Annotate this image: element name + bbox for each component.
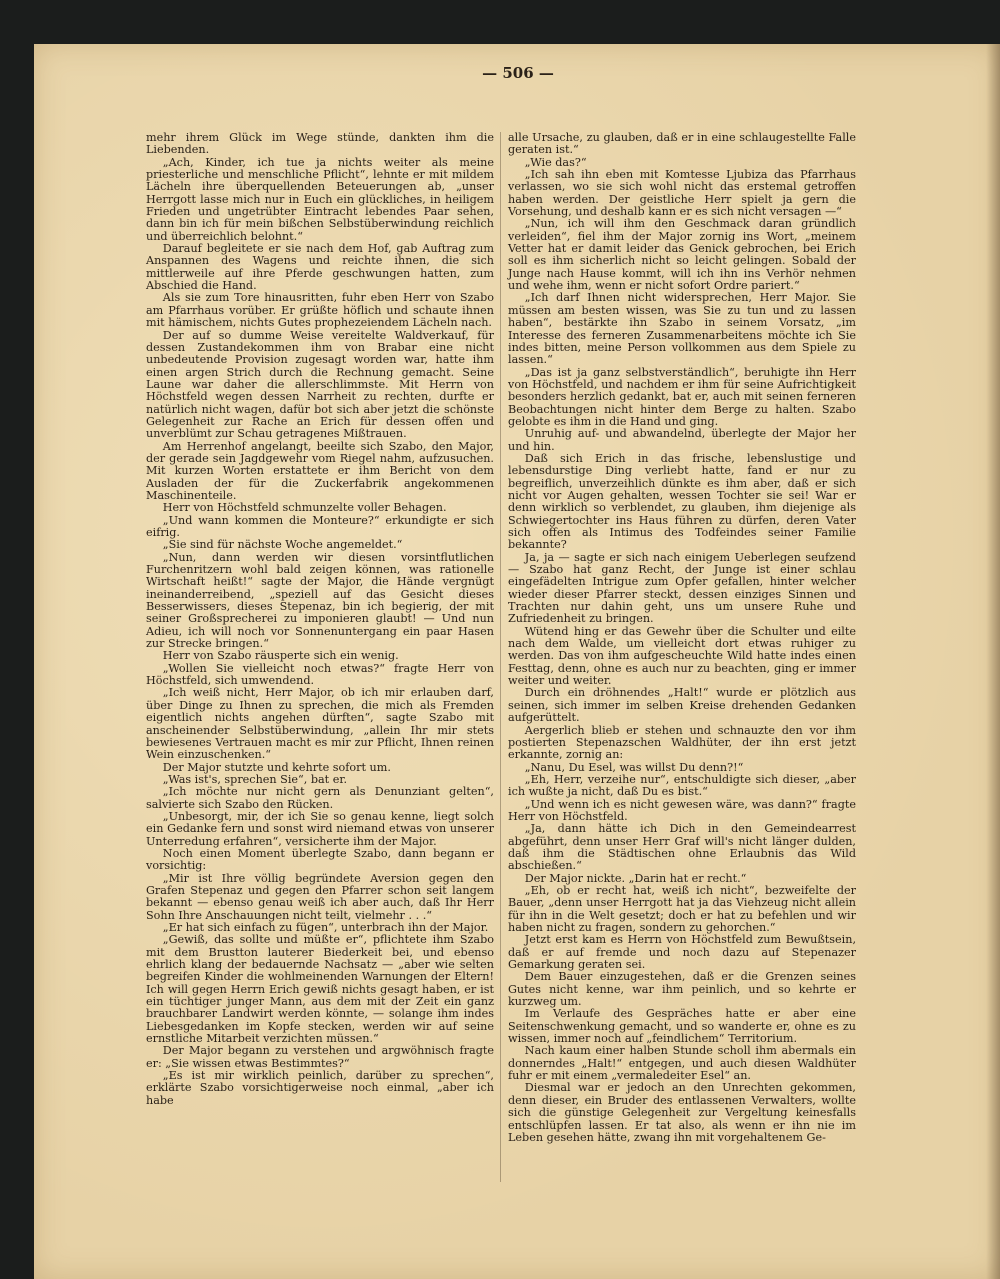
paragraph: „Mir ist Ihre völlig begründete Aversion gegen den Grafen Stepenaz und gegen den Pfarrer schon seit langem bekannt — ebenso genau weiß ich aber auch, daß Ihr Herr Sohn Ihre Anschauungen nicht teilt, vielmehr . . .“ bbox=[146, 871, 494, 922]
paragraph: „Und wann kommen die Monteure?“ erkundigte er sich eifrig. bbox=[146, 513, 494, 539]
paragraph: „Nanu, Du Esel, was willst Du denn?!“ bbox=[524, 760, 744, 774]
paragraph: Durch ein dröhnendes „Halt!“ wurde er plötzlich aus seinen, sich immer im selben Kreise drehenden Gedanken aufgerüttelt. bbox=[508, 686, 856, 725]
paragraph: mehr ihrem Glück im Wege stünde, dankten ihm die Liebenden. bbox=[146, 131, 494, 157]
paragraph: „Sie sind für nächste Woche angemeldet.“ bbox=[162, 538, 403, 552]
paragraph: „Gewiß, das sollte und müßte er“, pflichtete ihm Szabo mit dem Brustton lauterer Biederkeit bei, und ebenso ehrlich klang der bedauernde Nachsatz — „aber wie selten begreifen Kinder die wohlmeinenden Warnungen der Eltern! Ich will gegen Herrn Erich gewiß nichts gesagt haben, er ist ein tüchtiger junger Mann, aus dem mit der Zeit ein ganz brauchbarer Landwirt werden könnte, — solange ihm indes Liebesgedanken im Kopfe stecken, werden wir auf seine ernstliche Mitarbeit verzichten müssen.“ bbox=[146, 933, 494, 1046]
paragraph: Ja, ja — sagte er sich nach einigem Ueberlegen seufzend — Szabo hat ganz Recht, der Junge ist einer schlau eingefädelten Intrigue zum Opfer gefallen, hinter welcher wieder dieser Pfarrer steckt, dessen einziges Sinnen und Trachten nur dahin geht, uns um unsere Ruhe und Zufriedenheit zu bringen. bbox=[508, 550, 856, 626]
paragraph: Der auf so dumme Weise vereitelte Waldverkauf, für dessen Zustandekommen ihm von Brabar eine nicht unbedeutende Provision zugesagt worden war, hatte ihm einen argen Strich durch die Rechnung gemacht. Seine Laune war daher die allerschlimmste. Mit Herrn von Höchstfeld wegen dessen Narrheit zu rechten, durfte er natürlich nicht wagen, dafür bot sich aber jetzt die schönste Gelegenheit zur Rache an Erich für dessen offen und unverblümt zur Schau getragenes Mißtrauen. bbox=[146, 328, 494, 441]
paragraph: Diesmal war er jedoch an den Unrechten gekommen, denn dieser, ein Bruder des entlassenen Verwalters, wollte sich die günstige Gelegenheit zur Vergeltung keinesfalls entschlüpfen lassen. Er tat also, als wenn er ihn nie im Leben gesehen hätte, zwang ihn mit vorgehaltenem Ge- bbox=[508, 1081, 856, 1144]
paragraph: Daß sich Erich in das frische, lebenslustige und lebensdurstige Ding verliebt hatte, fand er nur zu begreiflich, unverzeihlich dünkte es ihm aber, daß er sich nicht vor Augen gehalten, wessen Tochter sie sei! War er denn wirklich so verblendet, zu glauben, ihm diejenige als Schwiegertochter ins Haus führen zu dürfen, deren Vater sich offen als Intimus des Todfeindes seiner Familie bekannte? bbox=[508, 451, 856, 552]
paragraph: „Was ist's, sprechen Sie“, bat er. bbox=[162, 772, 348, 786]
paragraph: Unruhig auf- und abwandelnd, überlegte der Major her und hin. bbox=[508, 427, 856, 453]
paragraph: Im Verlaufe des Gespräches hatte er aber eine Seitenschwenkung gemacht, und so wanderte er, ohne es zu wissen, immer noch auf „feindlichem“ Territorium. bbox=[508, 1007, 856, 1046]
page-edge-shadow bbox=[986, 44, 1000, 1279]
paragraph: Dem Bauer einzugestehen, daß er die Grenzen seines Gutes nicht kenne, war ihm peinlich, und so kehrte er kurzweg um. bbox=[508, 970, 856, 1009]
paragraph: „Wollen Sie vielleicht noch etwas?“ fragte Herr von Höchstfeld, sich umwendend. bbox=[146, 661, 494, 688]
paragraph: Als sie zum Tore hinausritten, fuhr eben Herr von Szabo am Pfarrhaus vorüber. Er grüßte höflich und schaute ihnen mit hämischem, nichts Gutes prophezeiendem Lächeln nach. bbox=[146, 291, 494, 330]
paragraph: Darauf begleitete er sie nach dem Hof, gab Auftrag zum Anspannen des Wagens und reichte ihnen, die sich mittlerweile auf ihre Pferde geschwungen hatten, zum Abschied die Hand. bbox=[146, 242, 494, 293]
paragraph: „Eh, ob er recht hat, weiß ich nicht“, bezweifelte der Bauer, „denn unser Herrgott hat ja das Viehzeug nicht allein für ihn in die Welt gesetzt; doch er hat zu befehlen und wir haben nicht zu fragen, sondern zu gehorchen.“ bbox=[508, 883, 856, 934]
paragraph: „Ich möchte nur nicht gern als Denunziant gelten“, salvierte sich Szabo den Rücken. bbox=[146, 785, 494, 811]
paragraph: Der Major begann zu verstehen und argwöhnisch fragte er: „Sie wissen etwas Bestimmtes?“ bbox=[146, 1044, 494, 1070]
paragraph: Nach kaum einer halben Stunde scholl ihm abermals ein donnerndes „Halt!“ entgegen, und auch diesen Waldhüter fuhr er mit einem „vermaledeiter Esel“ an. bbox=[508, 1044, 856, 1083]
text-column-left bbox=[146, 132, 494, 1107]
paragraph: „Unbesorgt, mir, der ich Sie so genau kenne, liegt solch ein Gedanke fern und sonst wird niemand etwas von unserer Unterredung erfahren“, versicherte ihm der Major. bbox=[146, 809, 494, 848]
paragraph: „Ich darf Ihnen nicht widersprechen, Herr Major. Sie müssen am besten wissen, was Sie zu tun und zu lassen haben“, bestärkte ihn Szabo in seinem Vorsatz, „im Interesse des ferneren Zusammenarbeitens möchte ich Sie indes bitten, meine Person vollkommen aus dem Spiele zu lassen.“ bbox=[508, 291, 856, 367]
paragraph: Der Major nickte. „Darin hat er recht.“ bbox=[524, 871, 747, 885]
paragraph: „Eh, Herr, verzeihe nur“, entschuldigte sich dieser, „aber ich wußte ja nicht, daß Du es bist.“ bbox=[508, 772, 856, 799]
paragraph: Aergerlich blieb er stehen und schnauzte den vor ihm postierten Stepenazschen Waldhüter, der ihn erst jetzt erkannte, zornig an: bbox=[508, 723, 856, 762]
paragraph: „Das ist ja ganz selbstverständlich“, beruhigte ihn Herr von Höchstfeld, und nachdem er ihm für seine Aufrichtigkeit besonders herzlich gedankt, bat er, auch mit seinen ferneren Beobachtungen nicht hinter dem Berge zu halten. Szabo gelobte es ihm in die Hand und ging. bbox=[508, 365, 856, 428]
paragraph: „Nun, ich will ihm den Geschmack daran gründlich verleiden“, fiel ihm der Major zornig ins Wort, „meinem Vetter hat er damit leider das Genick gebrochen, bei Erich soll es ihm sicherlich nicht so leicht gelingen. Sobald der Junge nach Hause kommt, will ich ihn ins Verhör nehmen und wehe ihm, wenn er nicht sofort Ordre pariert.“ bbox=[508, 217, 856, 293]
paragraph: Der Major stutzte und kehrte sofort um. bbox=[162, 760, 391, 774]
paragraph: Am Herrenhof angelangt, beeilte sich Szabo, den Major, der gerade sein Jagdgewehr vom Riegel nahm, aufzusuchen. Mit kurzen Worten erstattete er ihm Bericht von dem Ausladen der für die Zuckerfabrik angekommenen Maschinenteile. bbox=[146, 439, 494, 502]
paragraph: „Nun, dann werden wir diesen vorsintflutlichen Furchenritzern wohl bald zeigen können, was rationelle Wirtschaft heißt!“ sagte der Major, die Hände vergnügt ineinanderreibend, „speziell auf das Gesicht dieses Besserwissers, dieses Stepenaz, bin ich begierig, der mit seiner Großsprecherei zu imponieren glaubt! — Und nun Adieu, ich will noch vor Sonnenuntergang ein paar Hasen zur Strecke bringen.“ bbox=[146, 550, 494, 651]
paragraph: Herr von Szabo räusperte sich ein wenig. bbox=[162, 649, 399, 663]
paragraph: „Ich weiß nicht, Herr Major, ob ich mir erlauben darf, über Dinge zu Ihnen zu sprechen, die mich als Fremden eigentlich nichts angehen dürften“, sagte Szabo mit anscheinender Selbstüberwindung, „allein Ihr mir stets bewiesenes Vertrauen macht es mir zur Pflicht, Ihnen reinen Wein einzuschenken.“ bbox=[146, 686, 494, 762]
paragraph: „Ja, dann hätte ich Dich in den Gemeindearrest abgeführt, denn unser Herr Graf will's nicht länger dulden, daß ihm die Städtischen ohne Erlaubnis das Wild abschießen.“ bbox=[508, 822, 856, 873]
paragraph: „Ich sah ihn eben mit Komtesse Ljubiza das Pfarrhaus verlassen, wo sie sich wohl nicht das erstemal getroffen haben werden. Der geistliche Herr spielt ja gern die Vorsehung, und deshalb kann er es sich nicht versagen —“ bbox=[508, 168, 856, 219]
paragraph: Wütend hing er das Gewehr über die Schulter und eilte nach dem Walde, um vielleicht dort etwas ruhiger zu werden. Das von ihm aufgescheuchte Wild hatte indes einen Festtag, denn, ohne es auch nur zu beachten, ging er immer weiter und weiter. bbox=[508, 624, 856, 688]
paragraph: „Wie das?“ bbox=[524, 155, 587, 169]
paragraph: „Er hat sich einfach zu fügen“, unterbrach ihn der Major. bbox=[162, 921, 489, 934]
paragraph: alle Ursache, zu glauben, daß er in eine schlaugestellte Falle geraten ist.“ bbox=[508, 131, 856, 157]
paragraph: „Ach, Kinder, ich tue ja nichts weiter als meine priesterliche und menschliche Pflicht“, lehnte er mit mildem Lächeln ihre überquellenden Beteuerungen ab, „unser Herrgott lasse mich nur in Euch ein glückliches, in heiligem Frieden und ungetrübter Eintracht lebendes Paar sehen, dann bin ich für mein bißchen Selbstüberwindung reichlich und überreichlich belohnt.“ bbox=[146, 155, 494, 243]
paragraph: Jetzt erst kam es Herrn von Höchstfeld zum Bewußtsein, daß er auf fremde und noch dazu auf Stepenazer Gemarkung geraten sei. bbox=[508, 933, 856, 972]
paragraph: Herr von Höchstfeld schmunzelte voller Behagen. bbox=[162, 501, 447, 515]
paragraph: „Und wenn ich es nicht gewesen wäre, was dann?“ fragte Herr von Höchstfeld. bbox=[508, 797, 856, 823]
column-divider bbox=[500, 132, 501, 1182]
paragraph: „Es ist mir wirklich peinlich, darüber zu sprechen“, erklärte Szabo vorsichtigerweise noch einmal, „aber ich habe bbox=[146, 1069, 494, 1107]
paragraph: Noch einen Moment überlegte Szabo, dann begann er vorsichtig: bbox=[146, 846, 494, 873]
page-number: — 506 — bbox=[482, 64, 554, 82]
text-column-right bbox=[508, 132, 856, 1144]
